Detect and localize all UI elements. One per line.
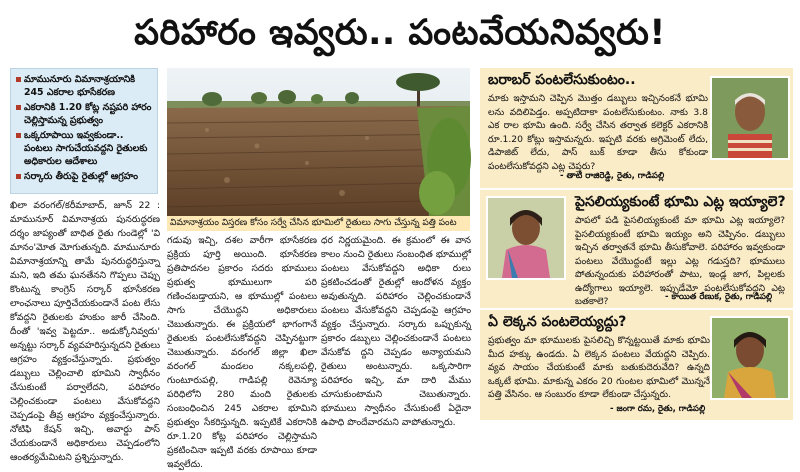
- quote-signature: - కాయిత రేణుక, రైతు, గాడిపల్లి: [665, 292, 773, 302]
- farm-field-image: [167, 68, 470, 216]
- highlights-box: [10, 68, 158, 194]
- highlight-item: ఎకరానికి 1.20 కోట్ల నష్టపరి హారం చెల్లిస్తామన్న ప్రభుత్వం: [16, 101, 152, 127]
- quote-box-1: [480, 68, 793, 188]
- quote-signature: - జంగా రమ, రైతు, గాడిపల్లి: [610, 404, 706, 414]
- farmer-portrait-2: [486, 196, 566, 280]
- photo-caption: విమానాశ్రయం విస్తరణ కోసం సర్వే చేసిన భూమిలో రైతులు సాగు చేస్తున్న పత్తి పంట: [167, 216, 470, 231]
- quote-box-2: [480, 190, 793, 308]
- farmer-portrait-3: [710, 316, 790, 400]
- article-column-1: ఖిలా వరంగల్‌/కరీమాబాద్‌, జూన్‌ 22 : మామునూర్‌ విమానాశ్రయ పునరుద్ధరణ దర్శం జాప్యంతో బాధిత రైతు గుండెల్లో 'వి మానం'మోత మోగుతున్నది. మామునూరు విమానాశ్రయాన్ని తామే పునరుద్ధరిస్తున్నా మని, ఇది తమ ఘనతేనని గొప్పలు చెప్పు కొంటున్న కాంగ్రెస్‌ సర్కార్‌ భూసేకరణ లాంఛనాలు పూర్తిచేయకుండానే పంట లేసు కోవద్దని రైతులకు హుకుం జారీ చేసింది. దీంతో 'ఇవ్వ పెట్టదూ.. అడుక్కోనివ్వదు' అన్నట్టు సర్కార్‌ వ్యవహరిస్తున్నదని రైతులు ఆగ్రహం వ్యక్తంచేస్తున్నారు. ప్రభుత్వం డబ్బులు చెల్లించాలి భూమిని స్వాధీనం చేసుకుంటే పర్వాలేదని, పరిహారం చెల్లించకుండా పంటలు వేసుకోవద్దని చెప్పడంపై తీవ్ర ఆగ్రహం వ్యక్తంచేస్తున్నారు. నోటిఫి కేషన్‌ ఇచ్చి, అవార్డు పాస్‌ చేయకుండానే అధికారులు చెప్పడంలోని ఆంతర్యమేమిటని ప్రశ్నిస్తున్నారు.: [10, 200, 160, 463]
- article-column-2: గడువు ఇచ్చి, దశల వారీగా భూసేకరణ ప్రక్రియ పూర్తి అయింది. భూసేకరణ ప్రతిపాదనల ప్రకారం సదరు భూములు ప్రభుత్వ భూములుగా పరి గణించబడ్తాయని, ఆ భూముల్లో పంటలు సాగు చేయొద్దని అధికారులు చెబుతున్నారు. ఈ ప్రక్రియలో భాగంగానే రైతులకు పంటలేసుకోవద్దని చెప్పినట్టుగా చెబుతున్నారు. వరంగల్‌ జిల్లా ఖిలా వరంగల్‌ మండలం నక్కలపల్లి, గుంటూరుపల్లి, గాడిపల్లి రెవెన్యూ పరిధిలోని 280 మంది రైతులకు సంబంధించిన 245 ఎకరాల భూమిని ప్రభుత్వం సేకరిస్తున్నది. ఇప్పటికే ఎకరానికి రూ.1.20 కోట్ల పరిహారం చెల్లిస్తామని ప్రకటించినా ఇప్పటి వరకు రూపాయి కూడా ఇవ్వలేదు.: [167, 235, 317, 470]
- highlight-item: సర్కారు తీరుపై రైతుల్లో ఆగ్రహం: [16, 170, 152, 183]
- headline: పరిహారం ఇవ్వరు.. పంటవేయనివ్వరు!: [134, 13, 666, 53]
- quote-signature: - తాటి రాజిరెడ్డి, రైతు, గాడిపల్లి: [560, 171, 665, 181]
- quote-box-3: [480, 310, 793, 420]
- quote-title: ఏ లెక్కన పంటలెయ్యద్దు?: [488, 314, 627, 330]
- highlight-item: మామునూరు విమానాశ్రయానికి 245 ఎకరాల భూసేకరణ: [16, 73, 152, 99]
- farm-field-photo: [167, 68, 470, 216]
- farmer-portrait-1: [710, 76, 790, 160]
- quote-title: పైసలియ్యకుంటే భూమి ఎట్ల ఇయ్యాలె?: [575, 194, 786, 210]
- article-column-3: ధర నిర్ణయమైంది. ఈ క్రమంలో ఈ వాన కాలం నుంచి రైతులు సంబంధిత భూముల్లో పంటలు వేసుకోవద్దని అధికా రులు ప్రకటించడంతో రైతుల్లో ఆందోళన వ్యక్తం అవుతున్నది. పరిహారం చెల్లించకుండానే పంటలు వేసుకోవద్దని చెప్పడంపై ఆగ్రహం వ్యక్తం చేస్తున్నారు. సర్కారు ఒప్పుకున్న ప్రకారం డబ్బులు చెల్లించకుండానే పంటలు వేసుకోవ ద్దని చెప్పడం అన్యాయమని రైతులు అంటున్నారు. ఒక్కసారిగా పరిహారం ఇచ్చి, మా దారి మేము చూసుకుంటామని చెబుతున్నారు. భూములు స్వాధీనం చేసుకుంటే ఏదైనా ఉపాధి పొందేవారమని వాపోతున్నారు.: [321, 235, 471, 428]
- quote-text: మాకు ఇస్తామని చెప్పిన మొత్తం డబ్బులు ఇచ్చినంకనే భూమి లను వదిలిపెడ్తం. అప్పటిదాకా పంటలేసుకుంటం. నాకు 3.8 ఎక రాల భూమి ఉంది. సర్వే చేసిన తర్వాత కలెక్టర్‌ ఎకరానికి రూ.1.20 కోట్లు ఇస్తామన్నరు. ఇప్పటి వరకు అగ్రిమెంట్‌ లేదు, డిపాజిట్‌ లేదు, పాస్‌ బుక్‌ కూడా తీసు కోకుండా పంటలేసుకోవద్దని ఎట్ల చెప్తరు?: [488, 93, 708, 172]
- quote-text: ప్రభుత్వం మా భూములకు పైసలిచ్చి కొన్నట్టయితే మాకు భూమి మీద హక్కు ఉండదు. ఏ లెక్కన పంటలు వేయద్దని చెప్పిరు. వ్యవ సాయం చేయకుంటే మాకు బతుకుదెరువేది? ఉన్నది ఒక్కటే భూమి. మాకున్న ఎకరం 20 గుంటల భూమిలో మొన్ననే పత్తి వేసినం. ఆ సంబురం కూడా లేకుండా చేస్తున్నరు.: [488, 335, 710, 400]
- highlight-item: ఒక్కరూపాయి ఇవ్వకుండా.. పంటలు సాగుచేయవద్దని రైతులకు అధికారుల ఆదేశాలు: [16, 129, 152, 168]
- quote-text: పాపలో పడి పైసలియ్యకుంటే మా భూమి ఎట్ల ఇయ్యాలె? పైసలియ్యకుంటే భూమి ఇయ్యం అని చెప్పినం. డబ్బులు ఇచ్చిన తర్వాతనే భూమి తీసుకోవాలె. పరిహారం ఇవ్వకుండా పంటలు వేయొద్దంటే ఇల్లు ఎట్ల గడుస్తది? భూములు పోతున్నందుకు పరిహారంతో పాటు, ఇండ్ల జాగ, పిల్లలకు ఉద్యోగాలు ఇయ్యాలె. ఇప్పుడేమో పంటలేసుకోవద్దని ఎట్ల బతకాలె?: [575, 215, 785, 307]
- quote-title: బరాబర్‌ పంటలేసుకుంటం..: [488, 72, 636, 88]
